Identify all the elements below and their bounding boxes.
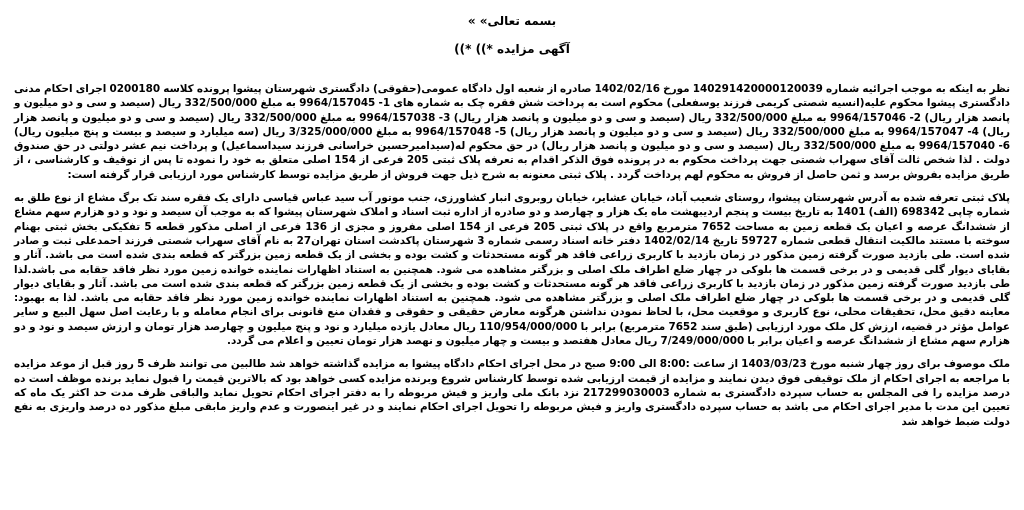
notice-heading-basmala: بسمه تعالی» » [467, 14, 557, 28]
notice-paragraph-property: پلاک ثبتی تعرفه شده به آدرس شهرستان پیشوا، روستای شعیب آباد، خیابان عشایر، خیابان روبروی انبار کشاورزی، جنب موتور آب سید عباس قیاسی دارای یک فقره سند تک برگ مشاع از نوع طلق به شماره چاپی 698342 (الف) 1401 به تاریخ بیست و پنجم اردیبهشت ماه یک هزار و چهارصد و دو صادره از اداره ثبت اسناد و املاک شهرستان پیشوا که به موجب آن سیصد و نود و دو هزارم سهم مشاع از ششدانگ عرصه و اعیان یک قطعه زمین به مساحت 7652 مترمربع واقع در پلاک ثبتی 205 فرعی از 154 اصلی مفروز و مجزی از 136 فرعی از اصلی مذکور قطعه 5 تفکیکی بخش ثبتی بهنام سوخته با مستند مالکیت انتقال قطعی شماره 59727 تاریخ 1402/02/14 دفتر خانه اسناد رسمی شماره 3 شهرستان پاکدشت استان تهران27 به نام آقای سهراب شصتی فرزند احمدعلی ثبت و صادر شده است. طی بازدید صورت گرفته زمین مذکور در زمان بازدید با کاربری زراعی فاقد هر گونه مستحدثات و کشت بوده و بخشی از یک قطعه زمین بزرگتر که قطعه بندی شده است می باشد. آثار و بقایای دیوار گلی قدیمی و در برخی قسمت ها بلوکی در چهار ضلع اطراف ملک اصلی و بزرگتر مشاهده می شود. همچنین به استناد اظهارات نماینده خوانده زمین مورد نظر فاقد حقابه می باشد.لذا طی بازدید صورت گرفته زمین مذکور در زمان بازدید با کاربری زراعی فاقد هر گونه مستحدثات و کشت بوده و بخشی از یک قطعه زمین بزرگتر که قطعه بندی شده است می باشد. آثار و بقایای دیوار گلی قدیمی و در برخی قسمت ها بلوکی در چهار ضلع اطراف ملک اصلی و بزرگتر مشاهده می شود. همچنین به استناد اظهارات نماینده خوانده زمین مورد نظر فاقد حقابه می باشد. لذا به بهبود: معاینه دقیق محل، تحقیقات محلی، نوع کاربری و موقعیت محل، با لحاظ نمودن نداشتن هرگونه معارض حقیقی و حقوقی و فقدان منع قانونی برای انجام معامله و با رعایت اصل سهل البیع و سایر عوامل مؤثر در قضیه، ارزش کل ملک مورد ارزیابی (طبق سند 7652 مترمربع) برابر با 110/954/000/000 ریال معادل یازده میلیارد و نود و پنج میلیون و چهارصد هزار تومان و ارزش سیصد و نود و دو هزارم سهم مشاع از ششدانگ عرصه و اعیان برابر با 7/249/000/000 ریال معادل هفتصد و بیست و چهار میلیون و نهصد هزار تومان تعیین و اعلام می گردد. [14, 192, 1011, 348]
notice-paragraph-judgment: نظر به اینکه به موجب اجرائیه شماره 140291420000120039 مورخ 1402/02/16 صادره از شعبه اول دادگاه عمومی(حقوقی) دادگستری شهرستان پیشوا پرونده کلاسه 0200180 اجرای احکام مدنی دادگستری پیشوا محکوم علیه(انسیه شصتی کریمی فرزند یوسفعلی) محکوم است به پرداخت شش فقره چک به شماره های 1- 9964/157045 به مبلغ 332/500/000 ریال (سیصد و سی و دو میلیون و پانصد هزار ریال) 2- 9964/157046 به مبلغ 332/500/000 ریال (سیصد و سی و دو میلیون و پانصد هزار ریال) 3- 9964/157038 به مبلغ 332/500/000 ریال (سیصد و سی و دو میلیون و پانصد هزار ریال) 4- 9964/157047 به مبلغ 332/500/000 ریال (سیصد و سی و دو میلیون و پانصد هزار ریال) 5- 9964/157048 به مبلغ 3/325/000/000 ریال (سه میلیارد و سیصد و بیست و پنج میلیون ریال) 6- 9964/157040 به مبلغ 332/500/000 ریال (سیصد و سی و دو میلیون و پانصد هزار ریال) در حق محکوم له(سیدامیرحسین خراسانی فرزند سیداسماعیل) و پرداخت نیم عشر دولتی در حق صندوق دولت . لذا شخص ثالت آقای سهراب شصتی جهت پرداخت محکوم به در پرونده فوق الذکر اقدام به تعرفه پلاک ثبتی 205 فرعی از 154 اصلی متعلق به خود را نموده تا پس از توقیف و کارشناسی ، از طریق مزایده بفروش برسد و ثمن حاصل از فروش به محکوم لهم پرداخت گردد . پلاک ثبتی معنونه به شرح ذیل جهت فروش از طریق مزایده توسط کارشناس مورد ارزیابی قرار گرفته است: [14, 83, 1011, 181]
notice-heading-title: آگهی مزایده *)) *)) [454, 42, 570, 56]
notice-paragraph-auction-terms: ملک موصوف برای روز چهار شنبه مورخ 1403/03/23 از ساعت :8:00 الی 9:00 صبح در محل اجرای احکام دادگاه پیشوا به مزایده گذاشته خواهد شد طالبین می توانند ظرف 5 روز قبل از موعد مزایده با مراجعه به اجرای احکام از ملک توقیفی فوق دیدن نمایند و مزایده از قیمت ارزیابی شده توسط کارشناس شروع وبرنده مزایده کسی خواهد بود که بالاترین قیمت را قبول نماید برنده موظف است ده درصد مزایده را فی المجلس به حساب سپرده دادگستری به شماره 217299030003 نزد بانک ملی واریز و فیش مربوطه را به دفتر اجرای احکام تحویل نماید والباقی ظرف مدت حد اکثر یک ماه که تعیین این مدت با مدیر اجرای احکام می باشد به حساب سپرده دادگستری واریز و فیش مربوطه را تحویل اجرای احکام نمایند و در غیر اینصورت و عدم واریز مابقی مبلغ مذکور ده درصد واریزی به نفع دولت ضبط خواهد شد [14, 358, 1010, 428]
